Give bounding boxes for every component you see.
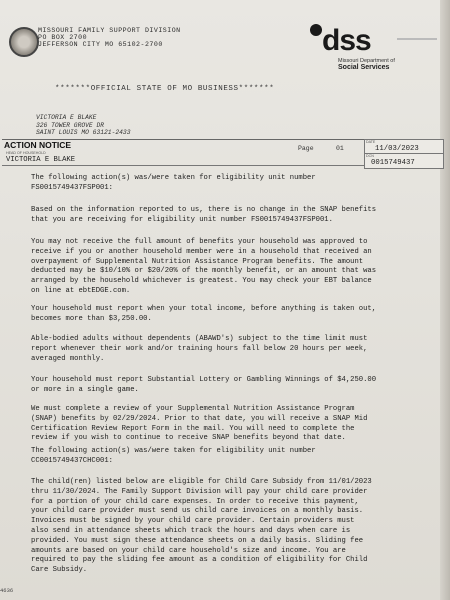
paragraph-no-change: Based on the information reported to us, there is no change in the SNAP benefits that you are receiving for eligibility unit number FS0015749437FSP001. — [31, 206, 377, 224]
paragraph-child-care-subsidy: The child(ren) listed below are eligible for Child Care Subsidy from 11/01/2023 thru 11/30/2024. The Family Support Division will pay your child care provider for a portion of your child care expenses. In order to receive this payment, your child care provider must send us child care invoices on a monthly basis. Invoices must be signed by your child care provider. Certain providers must also send in attendance sheets which track the hours and days when care is provided. You must sign these attendance sheets on a daily basis. Sliding fee amounts are based on your child care household's size and income. You are required to pay the sliding fee amount as a condition of eligibility for Child Care Subsidy. — [31, 478, 372, 575]
paragraph-abawd: Able-bodied adults without dependents (ABAWD's) subject to the time limit must report whenever their work and/or training hours fall below 20 hours per week, averaged monthly. — [31, 335, 368, 363]
perforated-edge — [440, 0, 450, 600]
page-number: 01 — [336, 145, 344, 152]
head-of-household: VICTORIA E BLAKE — [6, 156, 76, 164]
recipient-city: SAINT LOUIS MO 63121-2433 — [36, 129, 131, 136]
agency-name: MISSOURI FAMILY SUPPORT DIVISION — [38, 27, 181, 34]
paragraph-child-care-action: The following action(s) was/were taken for eligibility unit number CC0015749437CHC001: — [31, 447, 316, 465]
date-label: DATE — [366, 140, 376, 144]
agency-po-box: PO BOX 2700 — [38, 34, 88, 41]
page-label: Page — [298, 145, 314, 152]
recipient-name: VICTORIA E BLAKE — [36, 114, 97, 121]
head-of-household-label: HEAD OF HOUSEHOLD — [6, 151, 46, 155]
agency-city: JEFFERSON CITY MO 65102-2700 — [38, 41, 163, 48]
paragraph-overpayment: You may not receive the full amount of benefits your household was approved to receive if you or another household member were in a household that received an overpayment of Supplemental Nutrition Assistance Program benefits. The amount deducted may be $10/10% or $20/20% of the monthly benefit, or an amount that was arranged by the household whichever is greatest. You may check your EBT balance on line at ebtEDGE.com. — [31, 238, 377, 295]
decorative-dashes — [397, 38, 437, 43]
state-seal-icon — [9, 27, 39, 57]
paragraph-review: We must complete a review of your Supplemental Nutrition Assistance Program (SNAP) benefits by 02/29/2024. Prior to that date, you will receive a SNAP Mid Certification Review Report Form in the mail. You will need to complete the review if you wish to continue to receive SNAP benefits beyond that date. — [31, 405, 368, 443]
dcn-number: 0015749437 — [371, 159, 415, 167]
notice-page: MISSOURI FAMILY SUPPORT DIVISION PO BOX 2700 JEFFERSON CITY MO 65102-2700 dss Missouri Department of Social Services *******OFFICIAL STATE OF MO BUSINESS******* VICTORIA E BLAKE 326 TOWER GROVE DR SAINT LOUIS MO 63121-2433 ACTION NOTICE HEAD OF HOUSEHOLD VICTORIA E BLAKE Page 01 DATE 11/03/2023 DCN 0015749437 The following action(s) was/were taken for eligibility unit number FS0015749437FSP001: Based on the information reported to us, there is no change in the SNAP benefits that you are receiving for eligibility unit number FS0015749437FSP001. You may not receive the full amount of benefits your household was approved to receive if you or another household member were in a household that received an overpayment of Supplemental Nutrition Assistance Program benefits. The amount deducted may be $10/10% or $20/20% of the monthly benefit, or an amount that was arranged by the household whichever is greatest. You may check your EBT balance on line at ebtEDGE.com. Your household must report when your total income, before anything is taken out, becomes more than $3,250.00. Able-bodied adults without dependents (ABAWD's) subject to the time limit must report whenever their work and/or training hours fall below 20 hours per week, averaged monthly. Your household must report Substantial Lottery or Gambling Winnings of $4,250.00 or more in a single game. We must complete a review of your Supplemental Nutrition Assistance Program (SNAP) benefits by 02/29/2024. Prior to that date, you will receive a SNAP Mid Certification Review Report Form in the mail. You will need to complete the review if you wish to continue to receive SNAP benefits beyond that date. The following action(s) was/were taken for eligibility unit number CC0015749437CHC001: The child(ren) listed below are eligible for Child Care Subsidy from 11/01/2023 thru 11/30/2024. The Family Support Division will pay your child care provider for a portion of your child care expenses. In order to receive this payment, your child care provider must send us child care invoices on a monthly basis. Invoices must be signed by your child care provider. Certain providers must also send in attendance sheets which track the hours and days when care is provided. You must sign these attendance sheets on a daily basis. Sliding fee amounts are based on your child care household's size and income. You are required to pay the sliding fee amount as a condition of eligibility for Child Care Subsidy. 4636 — [0, 0, 450, 600]
paragraph-lottery: Your household must report Substantial Lottery or Gambling Winnings of $4,250.00 or more in a single game. — [31, 376, 377, 394]
recipient-street: 326 TOWER GROVE DR — [36, 121, 105, 129]
notice-title: ACTION NOTICE — [4, 140, 72, 150]
paragraph-income-report: Your household must report when your total income, before anything is taken out, becomes more than $3,250.00. — [31, 305, 377, 323]
dcn-label: DCN — [366, 154, 374, 158]
notice-date: 11/03/2023 — [375, 145, 419, 153]
paragraph-snap-action: The following action(s) was/were taken for eligibility unit number FS0015749437FSP001: — [31, 174, 316, 192]
official-business-line: *******OFFICIAL STATE OF MO BUSINESS******* — [55, 85, 275, 93]
header-rule — [2, 165, 364, 166]
dss-person-icon — [310, 24, 322, 36]
recipient-address — [36, 114, 130, 137]
footer-code: 4636 — [0, 587, 14, 594]
